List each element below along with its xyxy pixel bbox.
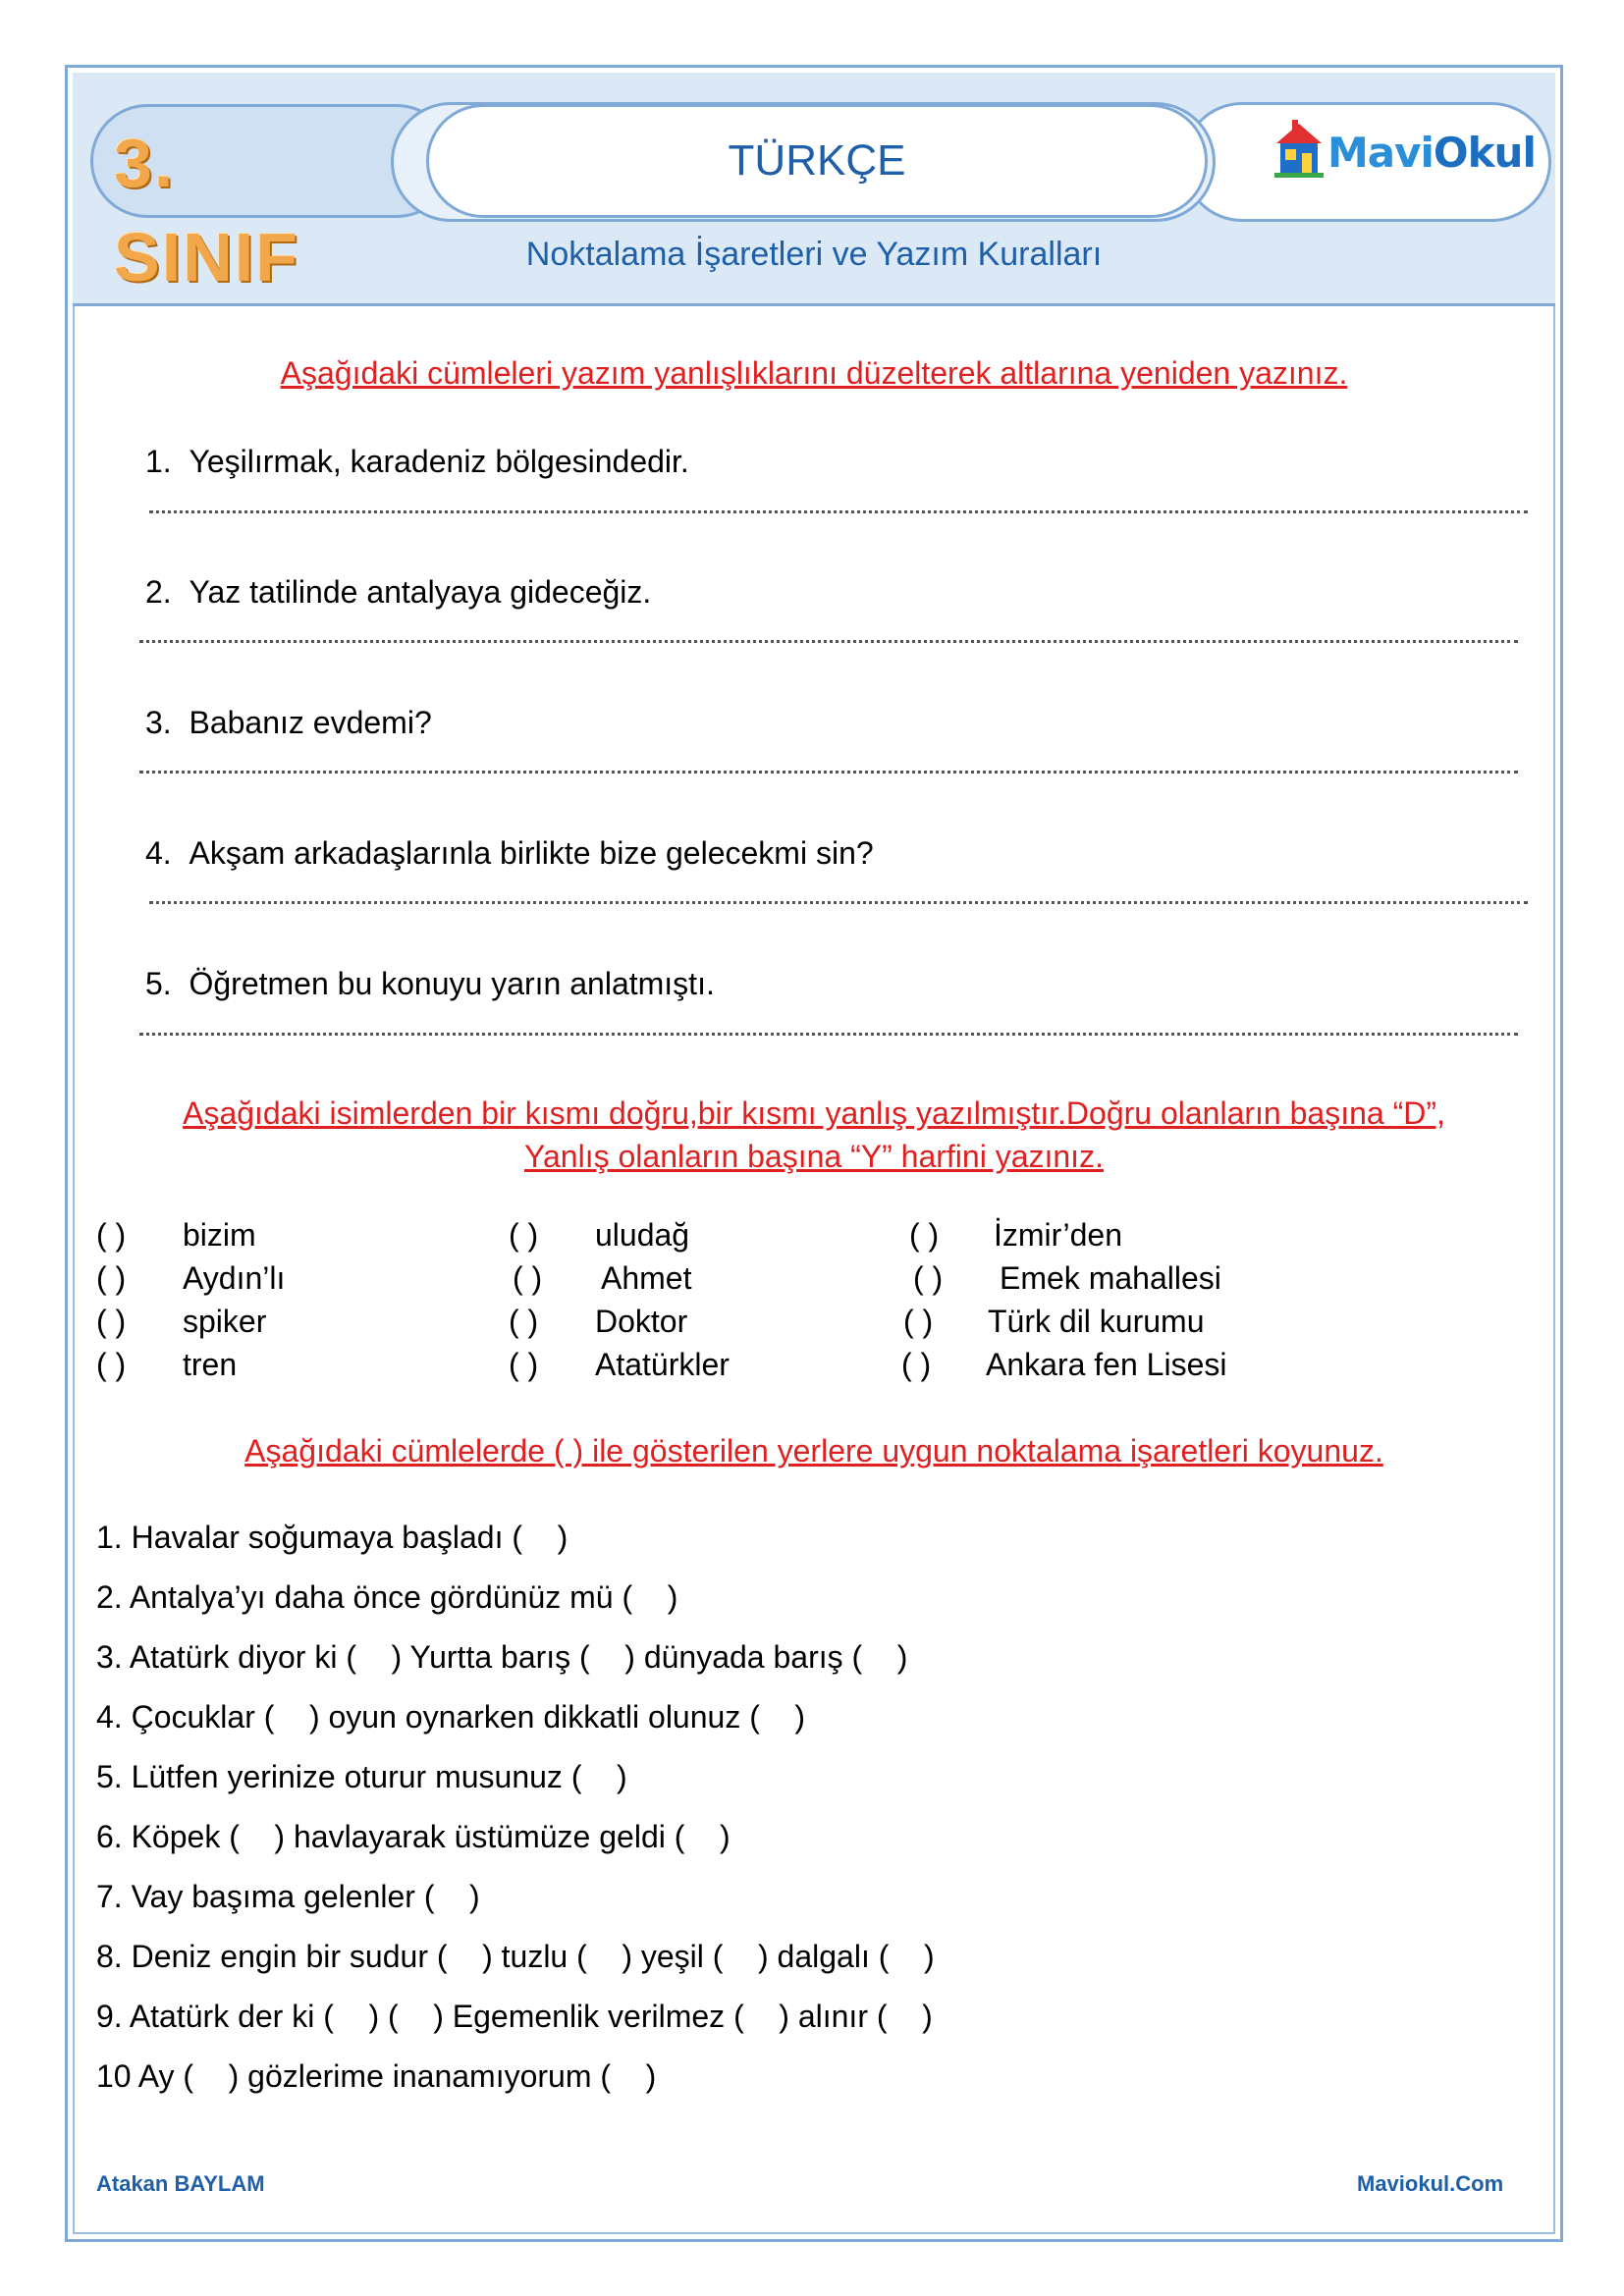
answer-box[interactable]: ( ) [96, 1217, 127, 1253]
punctuation-item[interactable]: 9. Atatürk der ki ( ) ( ) Egemenlik verilmez ( ) alınır ( ) [96, 1999, 933, 2034]
word-item: Ankara fen Lisesi [986, 1347, 1227, 1382]
answer-box[interactable]: ( ) [96, 1260, 127, 1296]
punctuation-item[interactable]: 4. Çocuklar ( ) oyun oynarken dikkatli olunuz ( ) [96, 1699, 806, 1735]
answer-box[interactable]: ( ) [901, 1347, 932, 1382]
s1-item-1 [145, 440, 689, 483]
section2-instruction-line2: Yanlış olanların başına “Y” harfini yazınız. [524, 1139, 1104, 1174]
house-logo-icon [1274, 118, 1324, 179]
punctuation-item[interactable]: 7. Vay başıma gelenler ( ) [96, 1879, 480, 1914]
word-item: Atatürkler [595, 1347, 730, 1382]
word-item: bizim [183, 1217, 256, 1253]
page-subtitle: Noktalama İşaretleri ve Yazım Kuralları [525, 236, 1103, 273]
s1-item-2 [145, 570, 651, 614]
s1-item-text: Öğretmen bu konuyu yarın anlatmıştı. [189, 966, 715, 1001]
word-item: Emek mahallesi [1000, 1260, 1221, 1296]
word-item: tren [183, 1347, 238, 1382]
answer-box[interactable]: ( ) [96, 1347, 127, 1382]
s1-item-number: 3. [145, 705, 172, 740]
punctuation-item[interactable]: 8. Deniz engin bir sudur ( ) tuzlu ( ) yeşil ( ) dalgalı ( ) [96, 1939, 935, 1974]
s1-item-4 [145, 831, 874, 875]
subject-title: TÜRKÇE [728, 136, 906, 185]
answer-box[interactable]: ( ) [96, 1304, 127, 1339]
punctuation-item[interactable]: 3. Atatürk diyor ki ( ) Yurtta barış ( ) dünyada barış ( ) [96, 1639, 908, 1675]
s1-item-text: Akşam arkadaşlarınla birlikte bize gelecekmi sin? [189, 835, 874, 871]
s1-item-number: 2. [145, 574, 172, 610]
s1-item-3 [145, 701, 432, 744]
s1-item-text: Yeşilırmak, karadeniz bölgesindedir. [189, 444, 689, 479]
answer-box[interactable]: ( ) [509, 1217, 539, 1253]
answer-line-4[interactable] [149, 901, 1528, 904]
logo-part-mavi: Mavi [1327, 129, 1434, 177]
word-item: Ahmet [601, 1260, 692, 1296]
answer-box[interactable]: ( ) [903, 1304, 934, 1339]
footer-author: Atakan BAYLAM [96, 2171, 265, 2196]
logo-part-okul: Okul [1433, 129, 1536, 177]
word-item: Doktor [595, 1304, 688, 1339]
answer-line-3[interactable] [139, 771, 1518, 774]
answer-box[interactable]: ( ) [513, 1260, 543, 1296]
section3-instruction: Aşağıdaki cümlelerde ( ) ile gösterilen yerlere uygun noktalama işaretleri koyunuz. [244, 1433, 1383, 1468]
answer-box[interactable]: ( ) [913, 1260, 944, 1296]
answer-box[interactable]: ( ) [509, 1304, 539, 1339]
word-item: spiker [183, 1304, 267, 1339]
section2-instruction-line1: Aşağıdaki isimlerden bir kısmı doğru,bir kısmı yanlış yazılmıştır.Doğru olanların başına “D”, [183, 1095, 1445, 1131]
s1-item-text: Babanız evdemi? [189, 705, 432, 740]
grade-label: 3. SINIF [114, 125, 299, 295]
answer-box[interactable]: ( ) [509, 1347, 539, 1382]
punctuation-item[interactable]: 5. Lütfen yerinize oturur musunuz ( ) [96, 1759, 627, 1794]
punctuation-item[interactable]: 6. Köpek ( ) havlayarak üstümüze geldi ( ) [96, 1819, 731, 1854]
section1-instruction: Aşağıdaki cümleleri yazım yanlışlıklarını düzelterek altlarına yeniden yazınız. [280, 355, 1348, 391]
answer-box[interactable]: ( ) [909, 1217, 940, 1253]
word-item: Türk dil kurumu [988, 1304, 1205, 1339]
word-item: İzmir’den [994, 1217, 1122, 1253]
logo-wordmark [1327, 128, 1536, 179]
footer-site-link[interactable]: Maviokul.Com [1357, 2171, 1504, 2196]
s1-item-number: 5. [145, 966, 172, 1001]
punctuation-item[interactable]: 10 Ay ( ) gözlerime inanamıyorum ( ) [96, 2058, 657, 2094]
s1-item-text: Yaz tatilinde antalyaya gideceğiz. [189, 574, 652, 610]
s1-item-5 [145, 962, 715, 1005]
answer-line-2[interactable] [139, 640, 1518, 643]
word-item: uludağ [595, 1217, 690, 1253]
answer-line-1[interactable] [149, 510, 1528, 513]
word-item: Aydın’lı [183, 1260, 286, 1296]
answer-line-5[interactable] [139, 1033, 1518, 1036]
punctuation-item[interactable]: 2. Antalya’yı daha önce gördünüz mü ( ) [96, 1579, 678, 1615]
s1-item-number: 1. [145, 444, 172, 479]
s1-item-number: 4. [145, 835, 172, 871]
punctuation-item[interactable]: 1. Havalar soğumaya başladı ( ) [96, 1520, 568, 1555]
